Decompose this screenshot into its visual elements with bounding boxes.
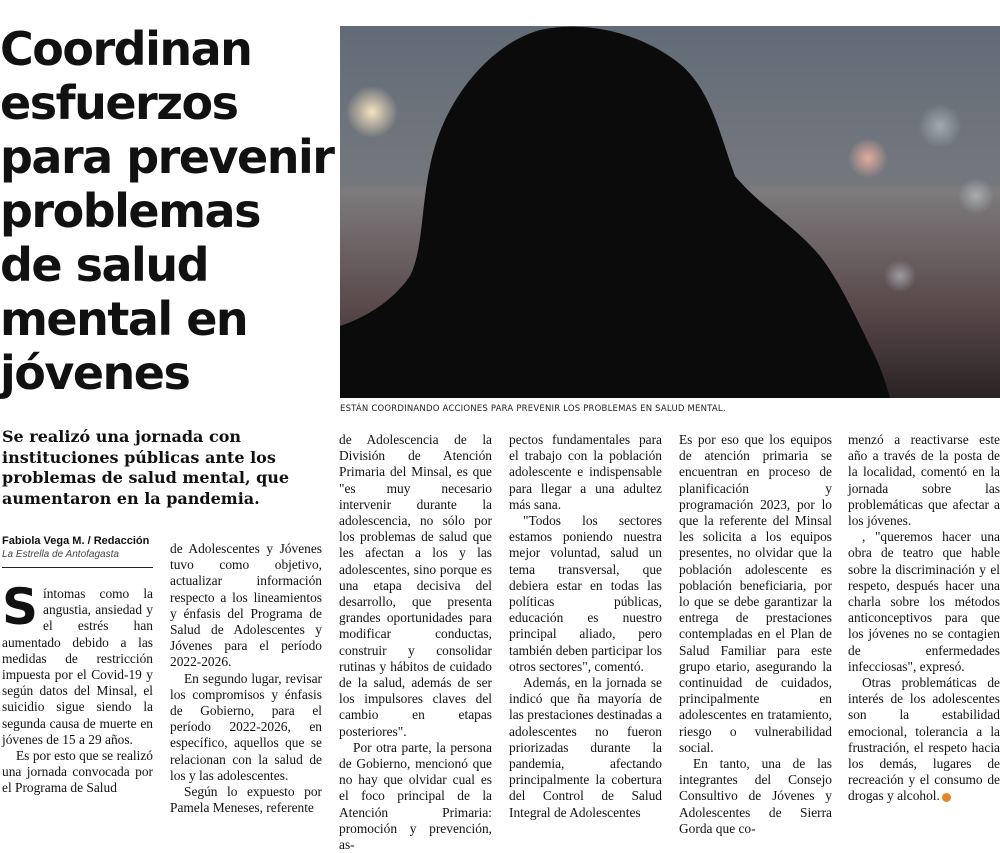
paragraph: Además, en la jornada se indicó que ña mayoría de las prestaciones destinadas a adolescentes no fueron priorizadas durante la pandemia, afectando principalmente la cobertura del Control de Salud Integral de Adolescentes — [509, 675, 662, 820]
headline-line: esfuerzos — [0, 76, 238, 130]
headline — [0, 22, 336, 400]
paragraph: Según lo expuesto por Pamela Meneses, referente — [170, 784, 322, 816]
body-column-1 — [2, 578, 153, 796]
paragraph-text: Otras problemáticas de interés de los adolescentes son la estabilidad emocional, tolerancia a la frustración, el respeto hacia los demás, lugares de recreación y el consumo de drogas y alcohol. — [848, 675, 1000, 804]
byline-author: Fabiola Vega M. / Redacción — [2, 535, 150, 547]
drop-cap: S — [2, 578, 39, 636]
paragraph: , "queremos hacer una obra de teatro que hable sobre la discriminación y el respeto, después hacer una charla sobre los métodos anticonceptivos para que los jóvenes no se contagien de enfermedades infecciosas", expresó. — [848, 529, 1000, 674]
paragraph-text: íntomas como la angustia, ansiedad y el estrés han aumentado debido a las medidas de restricción impuesta por el Covid-19 y según datos del Minsal, el suicidio sigue siendo la segunda causa de muerte en jóvenes de 15 a 29 años. — [2, 586, 153, 747]
paragraph: Por otra parte, la persona de Gobierno, mencionó que no hay que olvidar cual es el foco principal de la Atención Primaria: promoción y prevención, as- — [339, 739, 492, 853]
body-column-5 — [679, 432, 832, 836]
body-column-4 — [509, 432, 662, 820]
paragraph: En segundo lugar, revisar los compromisos y énfasis de Gobierno, para el período 2022-2026, en específico, aquellos que se relacionan con la salud de los y las adolescentes. — [170, 670, 322, 783]
silhouette-photo-illustration — [340, 26, 1000, 398]
paragraph: de Adolescencia de la División de Atención Primaria del Minsal, es que "es muy necesario intervenir durante la adolescencia, no sólo por los problemas de salud que les afectan a los y las adolescentes, sino porque es una etapa decisiva del desarrollo, que presenta grandes oportunidades para modificar conductas, construir y consolidar rutinas y hábitos de cuidado de la salud, además de ser los impulsores claves del cambio en etapas posteriores". — [339, 432, 492, 739]
headline-line: Coordinan — [0, 22, 252, 76]
paragraph: En tanto, una de las integrantes del Consejo Consultivo de Jóvenes y Adolescentes de Sierra Gorda que co- — [679, 756, 832, 836]
article-deck: Se realizó una jornada con instituciones públicas ante los problemas de salud mental, que aumentaron en la pandemia. — [2, 427, 290, 508]
body-column-6 — [848, 432, 1000, 804]
paragraph — [2, 578, 153, 748]
paragraph: de Adolescentes y Jóvenes tuvo como objetivo, actualizar información respecto a los lineamientos y énfasis del Programa de Salud de Adolescentes y Jóvenes para el período 2022-2026. — [170, 541, 322, 670]
end-of-article-icon — [942, 793, 951, 802]
body-column-3 — [339, 432, 492, 853]
paragraph — [848, 675, 1000, 805]
paragraph: Es por esto que se realizó una jornada convocada por el Programa de Salud — [2, 748, 153, 796]
paragraph: "Todos los sectores estamos poniendo nuestra mejor voluntad, salud un tema transversal, que debiera estar en todas las políticas públicas, educación es nuestro principal aliado, pero también deben participar los otros sectores", comentó. — [509, 513, 662, 674]
article-photo — [340, 26, 1000, 398]
headline-line: jóvenes — [0, 346, 190, 400]
paragraph: menzó a reactivarse este año a través de la posta de la localidad, comentó en la jornada sobre las problemáticas que afectar a los jóvenes. — [848, 432, 1000, 529]
headline-line: problemas — [0, 184, 260, 238]
headline-line: de salud — [0, 238, 209, 292]
body-column-2 — [170, 541, 322, 816]
headline-line: mental en — [0, 292, 248, 346]
headline-line: para prevenir — [0, 130, 334, 184]
paragraph: pectos fundamentales para el trabajo con la población adolescente e indispensable para llegar a una adultez más sana. — [509, 432, 662, 512]
photo-caption: ESTÁN COORDINANDO ACCIONES PARA PREVENIR LOS PROBLEMAS EN SALUD MENTAL. — [340, 404, 726, 414]
byline-source: La Estrella de Antofagasta — [2, 549, 119, 560]
byline-divider — [2, 567, 153, 568]
paragraph: Es por eso que los equipos de atención primaria se encuentran en proceso de planificación y programación 2023, por lo que la referente del Minsal les solicita a los equipos presentes, no olvidar que la población adolescente es población beneficiaria, por lo que se debe garantizar la entrega de prestaciones contempladas en el Plan de Salud Familiar para este grupo etario, asegurando la continuidad de cuidados, principalmente en adolescentes en tratamiento, riesgo o vulnerabilidad social. — [679, 432, 832, 755]
